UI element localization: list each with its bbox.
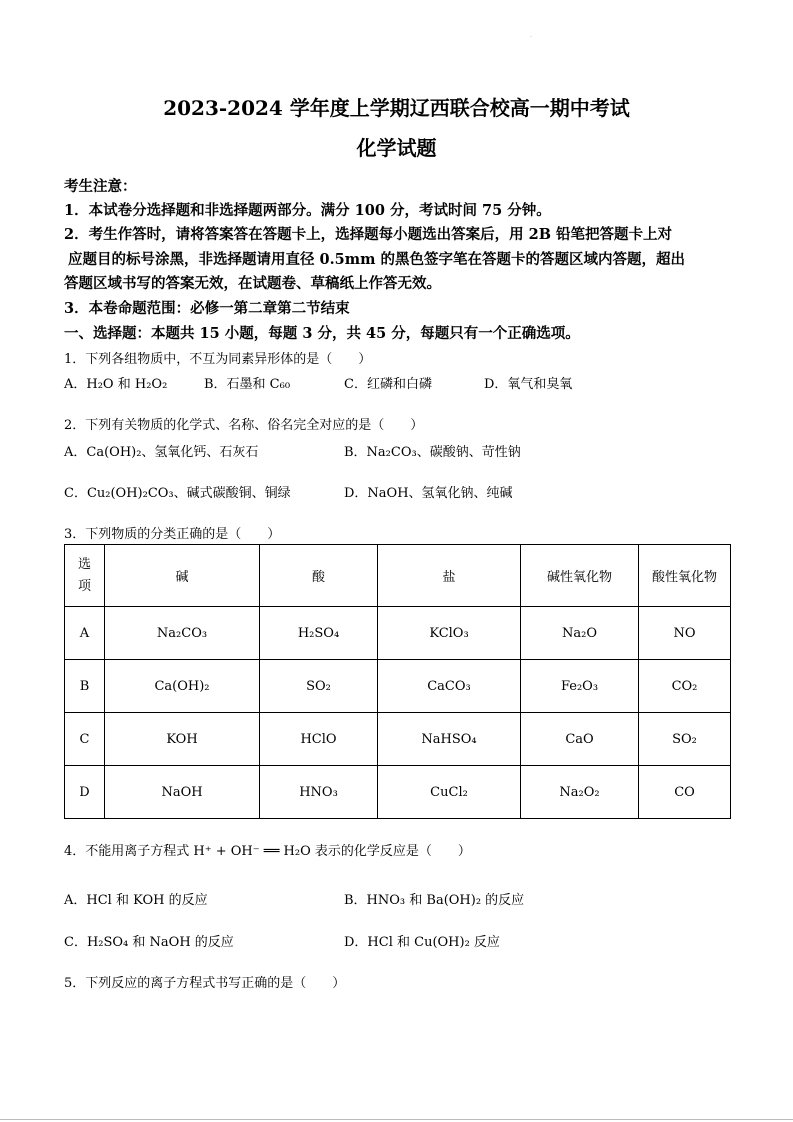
header-salt: 盐 [378, 545, 521, 607]
q1-option-b: B．石墨和 C₆₀ [204, 377, 291, 392]
table-cell: Na₂O₂ [521, 766, 639, 819]
classification-table [64, 544, 731, 819]
q2-option-c: C．Cu₂(OH)₂CO₃、碱式碳酸铜、铜绿 [64, 486, 291, 501]
table-cell: CO [639, 766, 731, 819]
table-row [65, 607, 731, 660]
q1-option-d: D．氧气和臭氧 [484, 377, 573, 392]
table-cell: HClO [260, 713, 378, 766]
table-cell: CuCl₂ [378, 766, 521, 819]
notice-item-1: 1．本试卷分选择题和非选择题两部分。满分 100 分，考试时间 75 分钟。 [64, 202, 551, 219]
q4-option-d: D．HCl 和 Cu(OH)₂ 反应 [344, 935, 500, 950]
table-cell: SO₂ [639, 713, 731, 766]
table-cell: KClO₃ [378, 607, 521, 660]
table-header-row [65, 545, 731, 607]
question-1-stem: 1．下列各组物质中，不互为同素异形体的是（ ） [64, 352, 372, 367]
header-base: 碱 [105, 545, 260, 607]
table-cell: CaCO₃ [378, 660, 521, 713]
table-cell: KOH [105, 713, 260, 766]
table-cell: HNO₃ [260, 766, 378, 819]
q4-option-c: C．H₂SO₄ 和 NaOH 的反应 [64, 935, 234, 950]
notice-heading: 考生注意： [64, 178, 137, 195]
table-cell: Fe₂O₃ [521, 660, 639, 713]
question-2-stem: 2．下列有关物质的化学式、名称、俗名完全对应的是（ ） [64, 418, 424, 433]
header-acid: 酸 [260, 545, 378, 607]
table-row [65, 660, 731, 713]
table-row [65, 713, 731, 766]
table-cell: CaO [521, 713, 639, 766]
table-cell: C [65, 713, 105, 766]
exam-subtitle: 化学试题 [356, 136, 437, 160]
table-cell: Na₂CO₃ [105, 607, 260, 660]
q4-option-a: A．HCl 和 KOH 的反应 [64, 893, 208, 908]
notice-item-2: 2．考生作答时，请将答案答在答题卡上，选择题每小题选出答案后，用 2B 铅笔把答题卡上对 [64, 226, 673, 243]
table-cell: D [65, 766, 105, 819]
header-acidic-oxide: 酸性氧化物 [639, 545, 731, 607]
q1-option-c: C．红磷和白磷 [344, 377, 432, 392]
page-bottom-divider [0, 1119, 793, 1120]
notice-item-2-cont2: 答题区域书写的答案无效，在试题卷、草稿纸上作答无效。 [64, 275, 441, 292]
q2-option-d: D．NaOH、氢氧化钠、纯碱 [344, 486, 513, 501]
corner-mark: · [530, 34, 532, 41]
q2-option-a: A．Ca(OH)₂、氢氧化钙、石灰石 [64, 445, 259, 460]
table-cell: NaOH [105, 766, 260, 819]
table-cell: CO₂ [639, 660, 731, 713]
header-basic-oxide: 碱性氧化物 [521, 545, 639, 607]
section-heading: 一、选择题：本题共 15 小题，每题 3 分，共 45 分，每题只有一个正确选项。 [64, 325, 580, 342]
table-cell: B [65, 660, 105, 713]
table-cell: NaHSO₄ [378, 713, 521, 766]
header-option: 选 项 [65, 545, 105, 607]
q2-option-b: B．Na₂CO₃、碳酸钠、苛性钠 [344, 445, 521, 460]
table-cell: Na₂O [521, 607, 639, 660]
table-cell: A [65, 607, 105, 660]
table-cell: Ca(OH)₂ [105, 660, 260, 713]
exam-title: 2023-2024 学年度上学期辽西联合校高一期中考试 [163, 96, 630, 120]
question-4-stem: 4．不能用离子方程式 H⁺ + OH⁻ ══ H₂O 表示的化学反应是（ ） [64, 844, 471, 859]
notice-item-2-cont: 应题目的标号涂黑，非选择题请用直径 0.5mm 的黑色签字笔在答题卡的答题区域内答题，超出 [68, 251, 686, 268]
question-5-stem: 5．下列反应的离子方程式书写正确的是（ ） [64, 976, 346, 991]
q4-option-b: B．HNO₃ 和 Ba(OH)₂ 的反应 [344, 893, 525, 908]
notice-item-3: 3．本卷命题范围：必修一第二章第二节结束 [64, 300, 350, 317]
table-cell: SO₂ [260, 660, 378, 713]
table-cell: NO [639, 607, 731, 660]
table-row [65, 766, 731, 819]
q1-option-a: A．H₂O 和 H₂O₂ [64, 377, 168, 392]
table-cell: H₂SO₄ [260, 607, 378, 660]
question-3-stem: 3．下列物质的分类正确的是（ ） [64, 527, 281, 542]
